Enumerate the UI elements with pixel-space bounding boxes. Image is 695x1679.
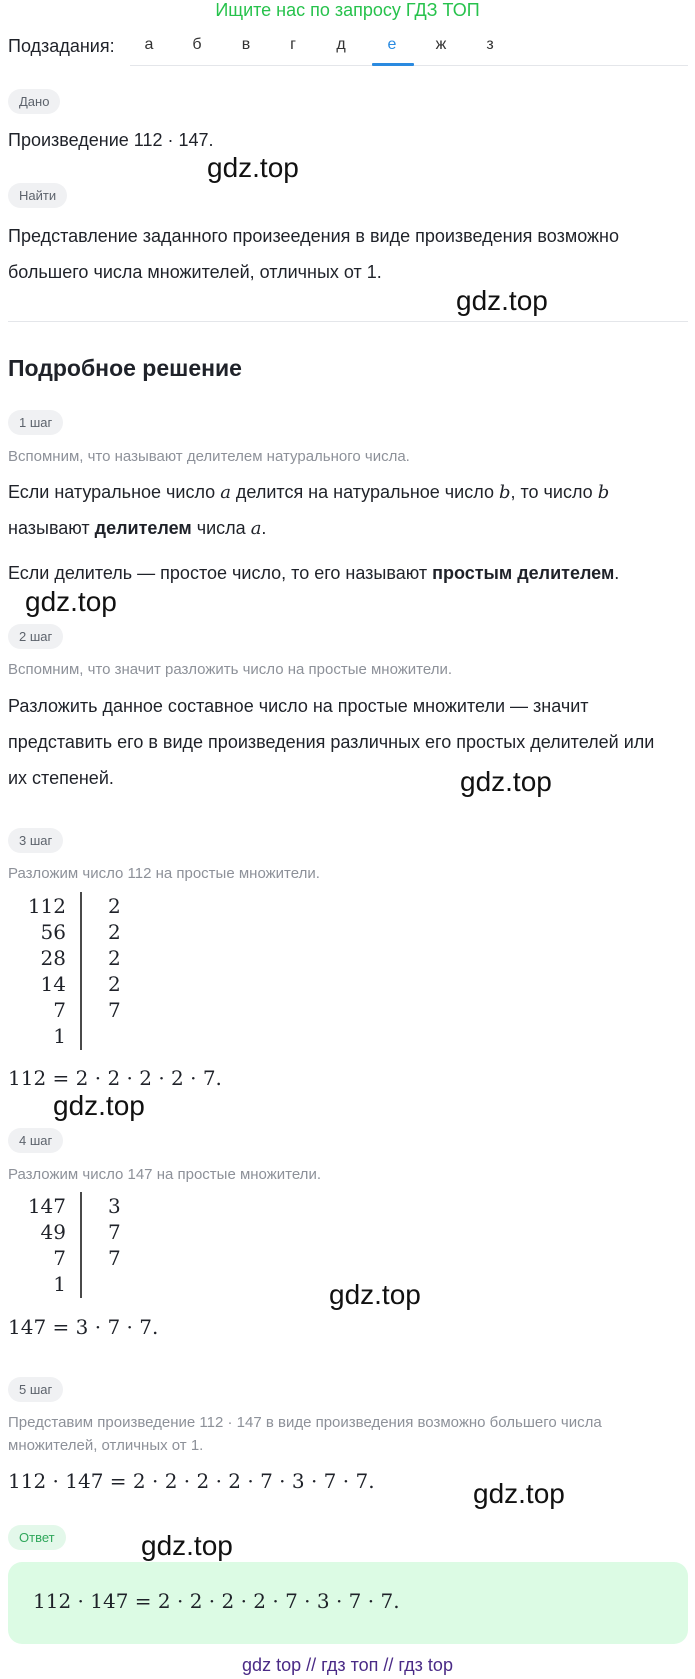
decomp-number: 112	[27, 894, 66, 918]
solution-heading: Подробное решение	[8, 355, 242, 381]
step-1-line-1: Если натуральное число a делится на натуральное число b, то число b	[8, 482, 610, 503]
find-line-1: Представление заданного произеедения в виде произведения возможно	[8, 226, 619, 246]
tab-b[interactable]: б	[192, 36, 202, 53]
decomp-number: 56	[40, 920, 66, 944]
subtasks-label: Подзадания:	[8, 36, 115, 56]
watermark: gdz.top	[329, 1279, 421, 1310]
step-2-line-1: Разложить данное составное число на простые множители — значит	[8, 696, 589, 716]
active-tab-indicator	[372, 63, 414, 66]
section-divider	[8, 321, 688, 322]
decomp-number: 1	[53, 1024, 66, 1048]
step-3-pill: 3 шаг	[8, 828, 63, 853]
tab-z[interactable]: з	[486, 36, 494, 53]
step-4-hint: Разложим число 147 на простые множители.	[8, 1166, 321, 1183]
answer-formula: 112 · 147 = 2 · 2 · 2 · 2 · 7 · 3 · 7 · 7.	[33, 1589, 400, 1613]
step-1-pill: 1 шаг	[8, 410, 63, 435]
footer-links[interactable]: gdz top // гдз топ // гдз top	[242, 1655, 453, 1675]
decomp-number: 14	[40, 972, 66, 996]
decomp-factor: 2	[108, 972, 121, 996]
decomp-number: 7	[53, 998, 66, 1022]
decomp-factor: 3	[108, 1194, 121, 1218]
answer-pill: Ответ	[8, 1525, 66, 1550]
step-5-pill: 5 шаг	[8, 1377, 63, 1402]
step-2-pill: 2 шаг	[8, 624, 63, 649]
step-4-result: 147 = 3 · 7 · 7.	[8, 1315, 159, 1339]
step-1-line-3: Если делитель — простое число, то его называют простым делителем.	[8, 563, 620, 583]
step-2-line-2: представить его в виде произведения различных его простых делителей или	[8, 732, 655, 752]
decomp-number: 1	[53, 1272, 66, 1296]
decomp-factor: 7	[108, 998, 121, 1022]
find-pill: Найти	[8, 183, 67, 208]
find-line-2: большего числа множителей, отличных от 1.	[8, 262, 382, 282]
step-3-hint: Разложим число 112 на простые множители.	[8, 865, 320, 882]
given-pill: Дано	[8, 89, 60, 114]
tab-v[interactable]: в	[241, 36, 251, 53]
step-2-hint: Вспомним, что значит разложить число на простые множители.	[8, 661, 453, 678]
decomp-factor: 2	[108, 946, 121, 970]
tab-a[interactable]: а	[144, 36, 154, 53]
tab-e[interactable]: е	[387, 36, 397, 53]
tab-zh[interactable]: ж	[435, 36, 447, 53]
watermark: gdz.top	[25, 586, 117, 617]
decomp-divider-line	[80, 892, 82, 1050]
step-2-line-3: их степеней.	[8, 768, 114, 788]
step-5-hint-2: множителей, отличных от 1.	[8, 1437, 204, 1454]
watermark: gdz.top	[53, 1090, 145, 1121]
decomp-factor: 7	[108, 1246, 121, 1270]
decomp-factor: 7	[108, 1220, 121, 1244]
step-3-result: 112 = 2 · 2 · 2 · 2 · 7.	[8, 1066, 222, 1090]
tab-g[interactable]: г	[290, 36, 296, 53]
decomp-divider-line	[80, 1192, 82, 1298]
step-1-line-2: называют делителем числа a.	[8, 518, 267, 539]
decomp-factor: 2	[108, 920, 121, 944]
step-5-result: 112 · 147 = 2 · 2 · 2 · 2 · 7 · 3 · 7 · 7.	[8, 1469, 375, 1493]
decomp-number: 7	[53, 1246, 66, 1270]
decomp-factor: 2	[108, 894, 121, 918]
decomp-number: 49	[40, 1220, 66, 1244]
decomp-number: 147	[27, 1194, 66, 1218]
watermark: gdz.top	[207, 152, 299, 183]
step-5-hint-1: Представим произведение 112 · 147 в виде произведения возможно большего числа	[8, 1414, 602, 1431]
watermark: gdz.top	[460, 766, 552, 797]
given-text: Произведение 112 · 147.	[8, 130, 214, 150]
tab-d[interactable]: д	[336, 36, 346, 53]
top-banner: Ищите нас по запросу ГДЗ ТОП	[215, 0, 480, 20]
watermark: gdz.top	[141, 1530, 233, 1561]
decomp-number: 28	[40, 946, 66, 970]
step-1-hint: Вспомним, что называют делителем натурального числа.	[8, 448, 410, 465]
step-4-pill: 4 шаг	[8, 1128, 63, 1153]
watermark: gdz.top	[473, 1478, 565, 1509]
watermark: gdz.top	[456, 285, 548, 316]
